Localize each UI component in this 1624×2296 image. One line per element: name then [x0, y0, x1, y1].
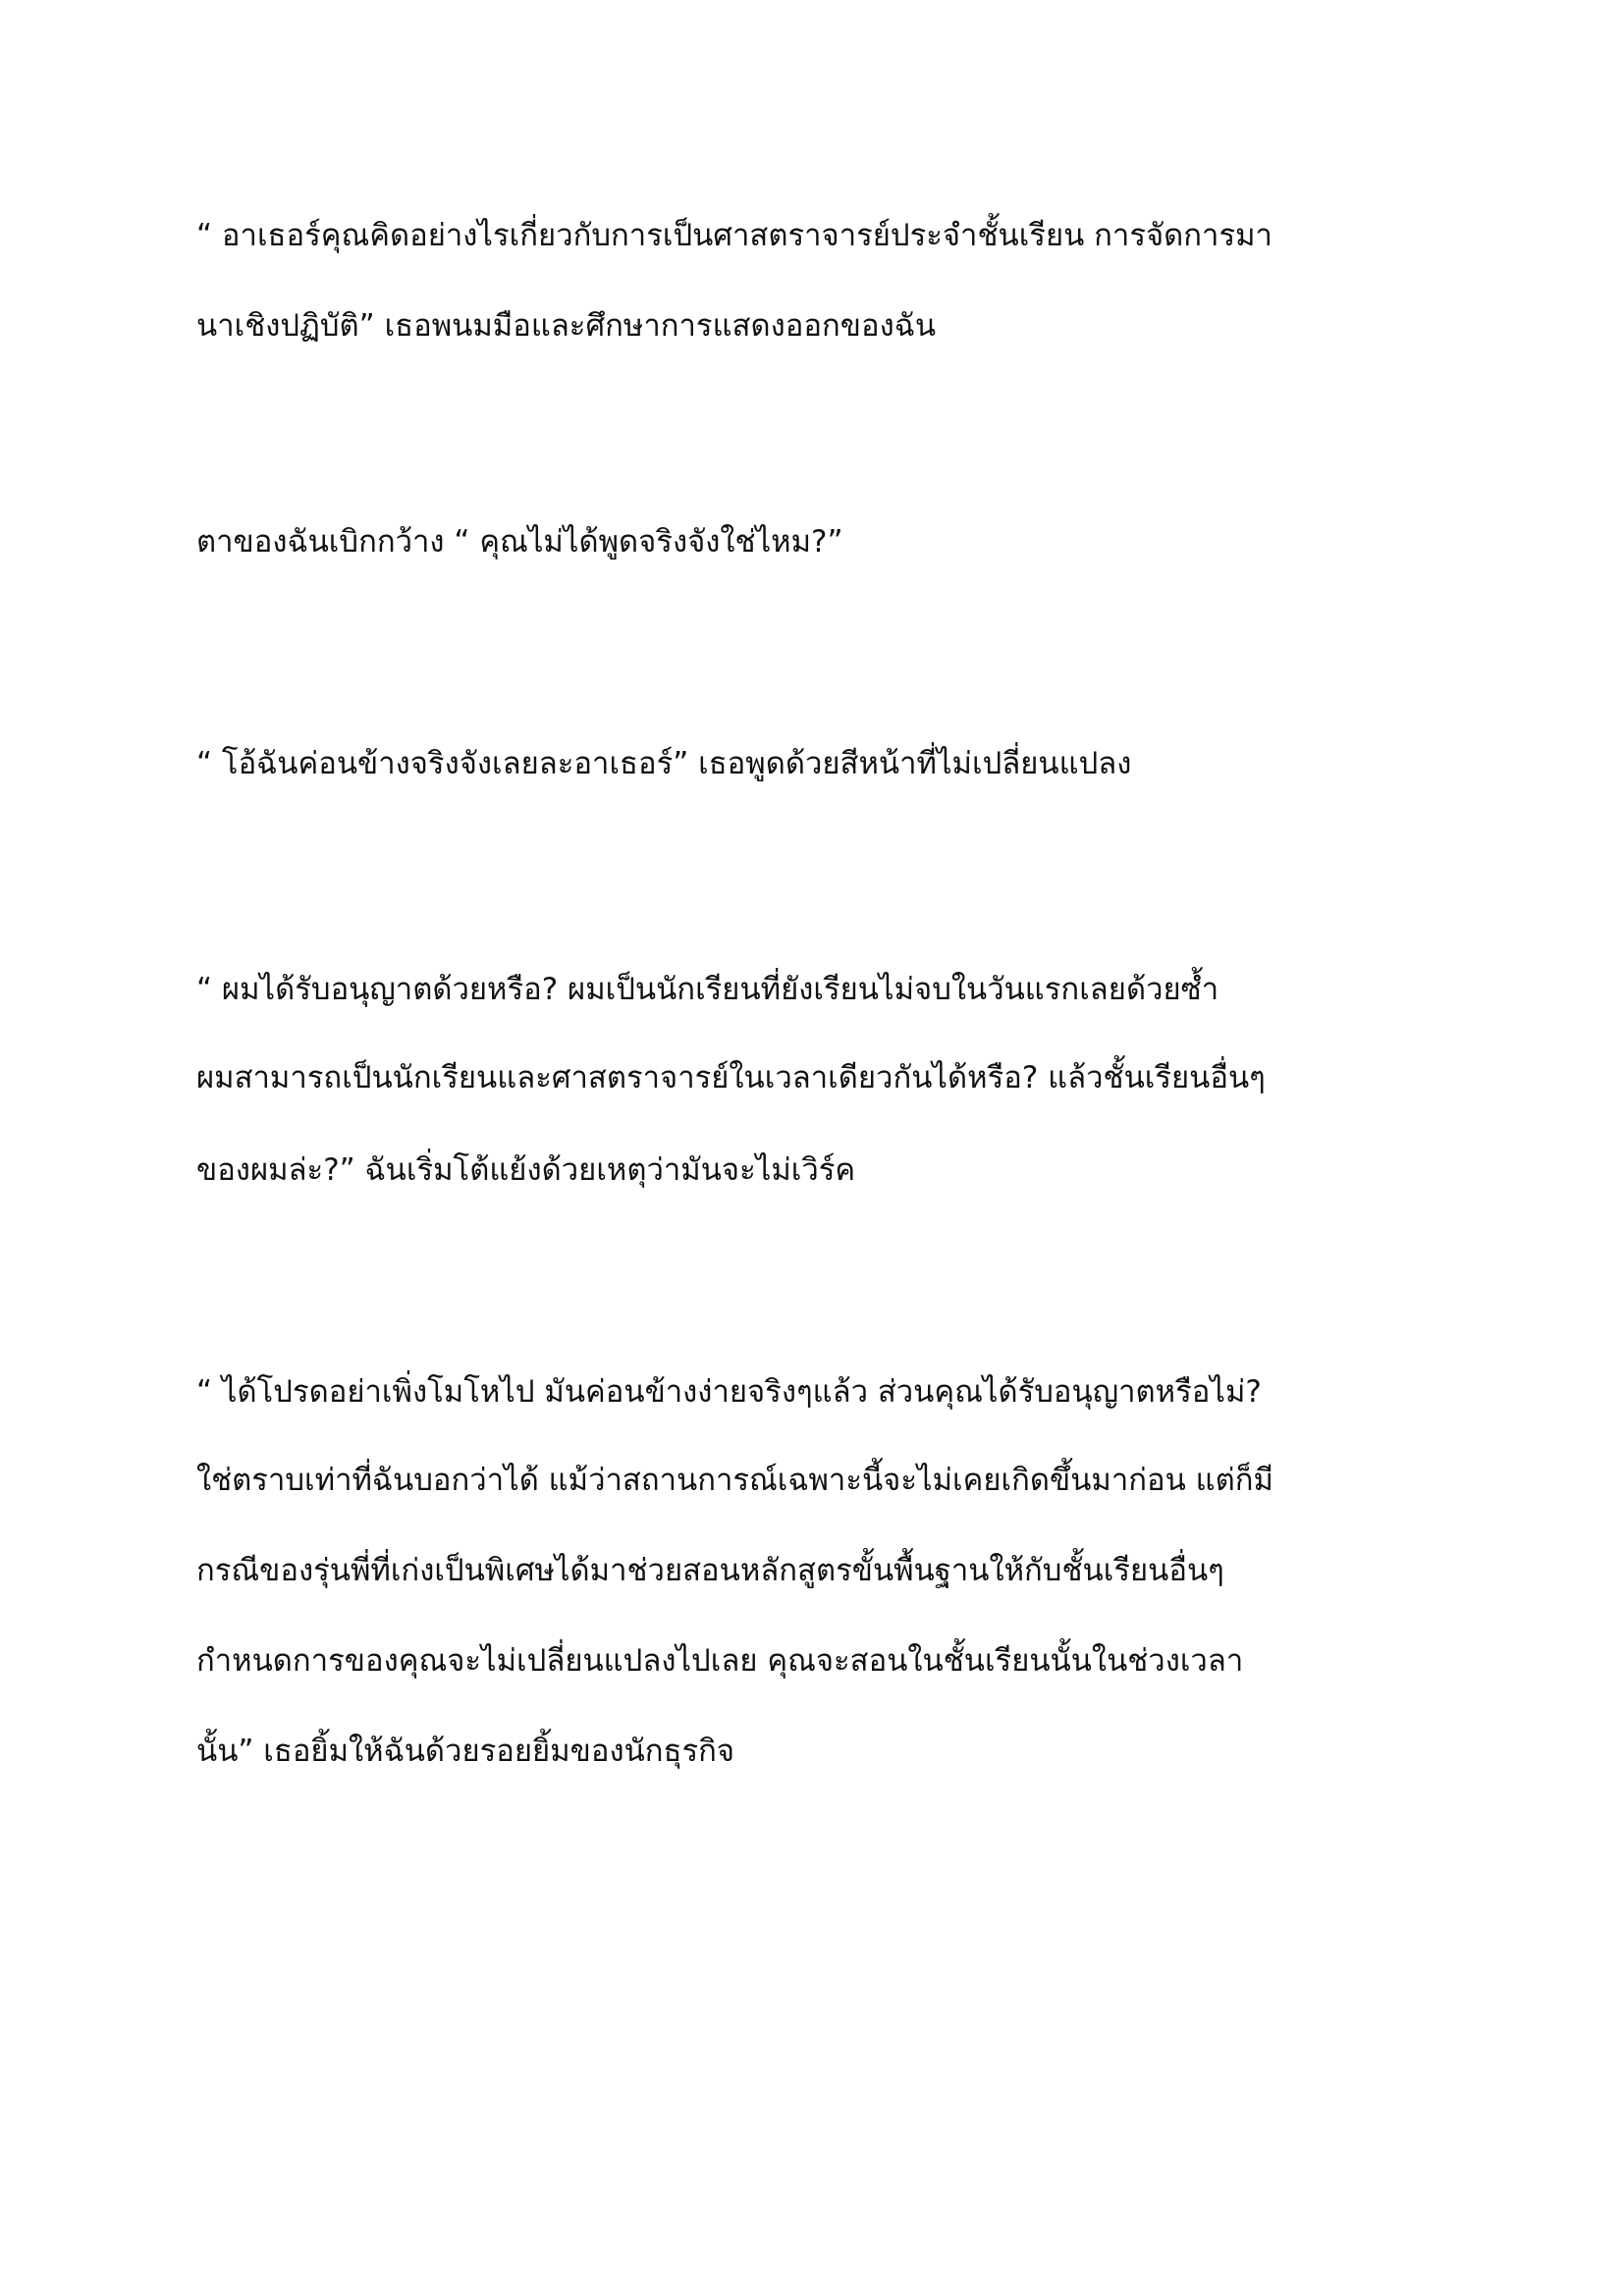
text-line: “ ได้โปรดอย่าเพิ่งโมโหไป มันค่อนข้างง่ายจริงๆแล้ว ส่วนคุณได้รับอนุญาตหรือไม่?: [196, 1374, 1262, 1410]
text-line: นั้น” เธอยิ้มให้ฉันด้วยรอยยิ้มของนักธุรกิจ: [196, 1734, 735, 1769]
text-line: “ โอ้ฉันค่อนข้างจริงจังเลยละอาเธอร์” เธอพูดด้วยสีหน้าที่ไม่เปลี่ยนแปลง: [196, 746, 1132, 781]
text-line: ของผมล่ะ?” ฉันเริ่มโต้แย้งด้วยเหตุว่ามันจะไม่เวิร์ค: [196, 1152, 856, 1188]
text-line: กรณีของรุ่นพี่ที่เก่งเป็นพิเศษได้มาช่วยสอนหลักสูตรขั้นพื้นฐานให้กับชั้นเรียนอื่นๆ: [196, 1553, 1224, 1588]
text-line: “ อาเธอร์คุณคิดอย่างไรเกี่ยวกับการเป็นศาสตราจารย์ประจำชั้นเรียน การจัดการมา: [196, 218, 1272, 253]
text-line: ผมสามารถเป็นนักเรียนและศาสตราจารย์ในเวลาเดียวกันได้หรือ? แล้วชั้นเรียนอื่นๆ: [196, 1060, 1266, 1095]
text-line: ตาของฉันเบิกกว้าง “ คุณไม่ได้พูดจริงจังใช่ไหม?”: [196, 524, 843, 560]
text-line: “ ผมได้รับอนุญาตด้วยหรือ? ผมเป็นนักเรียนที่ยังเรียนไม่จบในวันแรกเลยด้วยซ้ำ: [196, 972, 1219, 1007]
text-line: กำหนดการของคุณจะไม่เปลี่ยนแปลงไปเลย คุณจะสอนในชั้นเรียนนั้นในช่วงเวลา: [196, 1643, 1244, 1679]
text-line: นาเชิงปฏิบัติ” เธอพนมมือและศึกษาการแสดงออกของฉัน: [196, 308, 937, 344]
text-line: ใช่ตราบเท่าที่ฉันบอกว่าได้ แม้ว่าสถานการณ์เฉพาะนี้จะไม่เคยเกิดขึ้นมาก่อน แต่ก็มี: [196, 1463, 1273, 1498]
